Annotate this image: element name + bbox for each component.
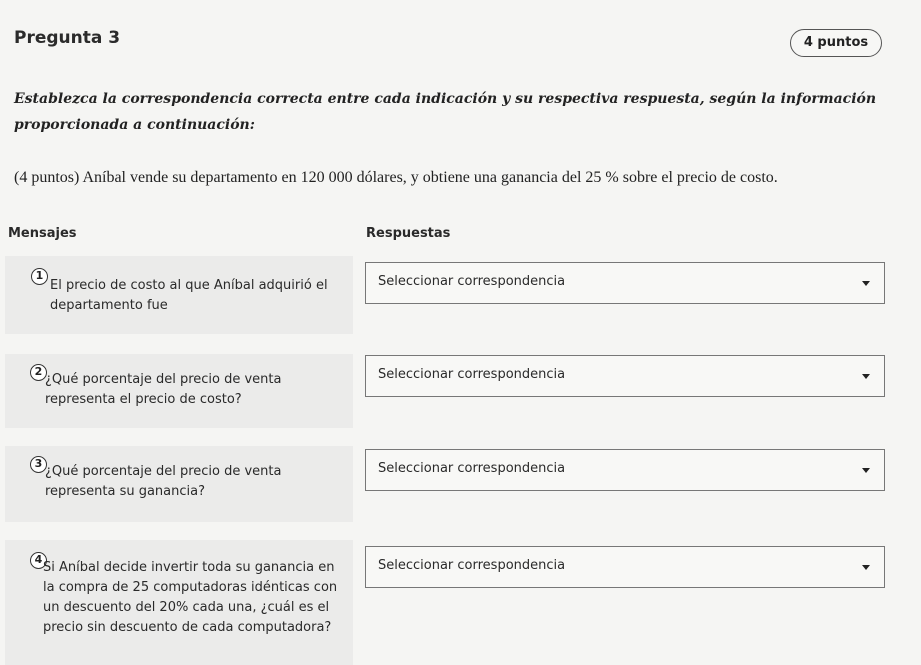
instructions-text: Establezca la correspondencia correcta entre cada indicación y su respectiva respuesta, según la información proporcionada a continuación: [14, 91, 877, 133]
chevron-down-icon [862, 374, 870, 379]
select-value-2: Seleccionar correspondencia [378, 367, 566, 382]
answer-select-1[interactable] [365, 262, 885, 304]
number-badge-2: 2 [30, 364, 47, 381]
column-header-answers: Respuestas [366, 226, 451, 241]
message-text-4: Si Aníbal decide invertir toda su ganancia en la compra de 25 computadoras idénticas con un descuento del 20% cada una, ¿cuál es el precio sin descuento de cada computadora? [43, 560, 338, 635]
column-header-messages: Mensajes [8, 226, 77, 241]
message-text-2: ¿Qué porcentaje del precio de venta representa el precio de costo? [45, 372, 282, 407]
chevron-down-icon [862, 281, 870, 286]
chevron-down-icon [862, 468, 870, 473]
select-value-1: Seleccionar correspondencia [378, 274, 566, 289]
select-value-3: Seleccionar correspondencia [378, 461, 566, 476]
chevron-down-icon [862, 565, 870, 570]
message-text-1: El precio de costo al que Aníbal adquirió el departamento fue [50, 278, 328, 313]
message-text-3: ¿Qué porcentaje del precio de venta representa su ganancia? [45, 464, 282, 499]
select-value-4: Seleccionar correspondencia [378, 558, 566, 573]
number-badge-1: 1 [31, 268, 48, 285]
points-badge: 4 puntos [790, 29, 882, 57]
answer-select-4[interactable] [365, 546, 885, 588]
problem-statement: (4 puntos) Aníbal vende su departamento en 120 000 dólares, y obtiene una ganancia del 25 % sobre el precio de costo. [14, 169, 778, 186]
number-badge-4: 4 [30, 552, 47, 569]
question-title: Pregunta 3 [14, 28, 121, 48]
answer-select-3[interactable] [365, 449, 885, 491]
answer-select-2[interactable] [365, 355, 885, 397]
number-badge-3: 3 [30, 456, 47, 473]
